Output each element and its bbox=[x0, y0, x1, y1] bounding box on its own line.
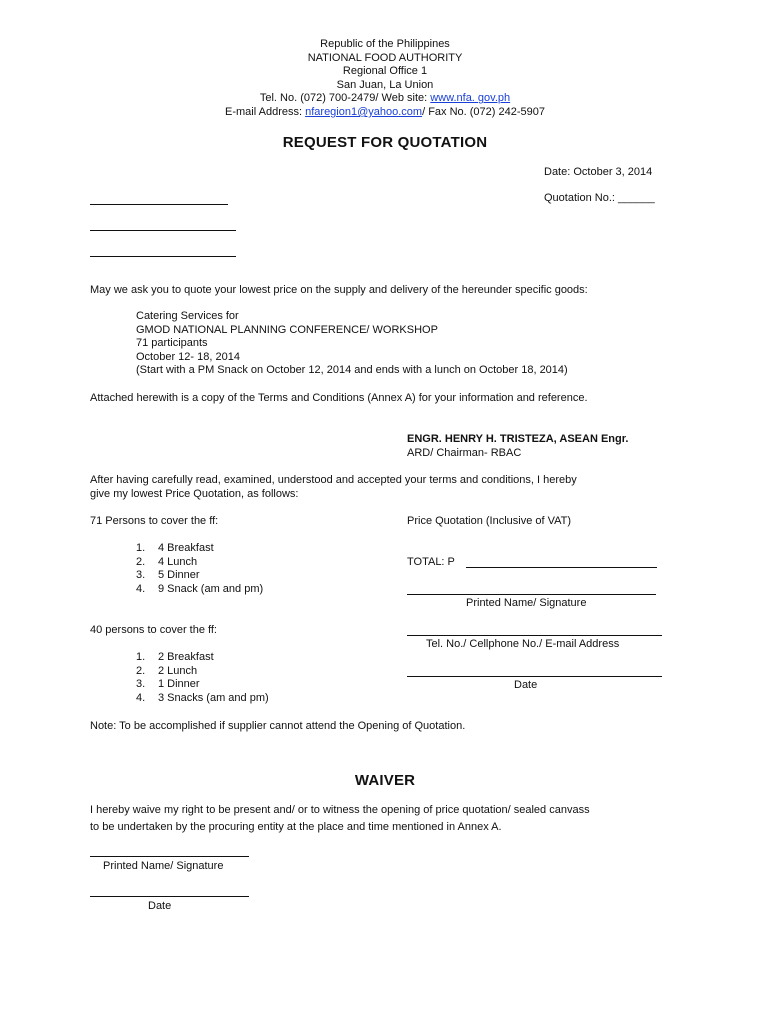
goods-description bbox=[136, 310, 568, 378]
list-item: 4. 3 Snacks (am and pm) bbox=[136, 691, 269, 704]
contact-label: Tel. No./ Cellphone No./ E-mail Address bbox=[426, 638, 620, 650]
acceptance-line-2: give my lowest Price Quotation, as follows: bbox=[90, 488, 299, 500]
header-line-2: NATIONAL FOOD AUTHORITY bbox=[307, 51, 463, 64]
addressee-line-3[interactable] bbox=[90, 256, 236, 257]
intro-text: May we ask you to quote your lowest price on the supply and delivery of the hereunder specific goods: bbox=[90, 284, 588, 296]
group2-heading: 40 persons to cover the ff: bbox=[90, 624, 217, 636]
list-item: 1. 2 Breakfast bbox=[136, 651, 214, 663]
list-item: 3. 5 Dinner bbox=[136, 569, 200, 582]
group1-heading: 71 Persons to cover the ff: bbox=[90, 515, 219, 527]
goods-line-4: October 12- 18, 2014 bbox=[136, 350, 240, 363]
signatory-position: ARD/ Chairman- RBAC bbox=[407, 447, 522, 459]
header-line-3: Regional Office 1 bbox=[342, 65, 428, 78]
waiver-title: WAIVER bbox=[354, 772, 416, 789]
price-quotation-heading: Price Quotation (Inclusive of VAT) bbox=[407, 515, 572, 527]
addressee-line-2[interactable] bbox=[90, 230, 236, 231]
document-title: REQUEST FOR QUOTATION bbox=[282, 134, 488, 151]
list-item: 3. 1 Dinner bbox=[136, 678, 200, 691]
waiver-line-1: I hereby waive my right to be present and/ or to witness the opening of price quotation/ sealed canvass bbox=[90, 804, 590, 816]
header-line-4: San Juan, La Union bbox=[336, 78, 434, 91]
goods-line-3: 71 participants bbox=[136, 337, 208, 350]
waiver-date-label: Date bbox=[148, 900, 172, 912]
waiver-signature-line[interactable] bbox=[90, 856, 249, 857]
printed-name-line[interactable] bbox=[407, 594, 656, 595]
list-item: 2. 2 Lunch bbox=[136, 664, 198, 677]
attached-text: Attached herewith is a copy of the Terms and Conditions (Annex A) for your information and reference. bbox=[90, 392, 588, 404]
email-link[interactable]: nfaregion1@yahoo.com bbox=[305, 105, 423, 118]
total-amount-line[interactable] bbox=[466, 567, 657, 568]
list-item: 4. 9 Snack (am and pm) bbox=[136, 582, 264, 595]
date-signature-label: Date bbox=[514, 679, 538, 691]
acceptance-line-1: After having carefully read, examined, understood and accepted your terms and conditions, I hereby bbox=[90, 474, 577, 486]
addressee-line-1[interactable] bbox=[90, 204, 228, 205]
signatory-name: ENGR. HENRY H. TRISTEZA, ASEAN Engr. bbox=[407, 433, 629, 445]
list-item: 1. 4 Breakfast bbox=[136, 542, 214, 554]
goods-line-5: (Start with a PM Snack on October 12, 2014 and ends with a lunch on October 18, 2014) bbox=[136, 364, 568, 377]
waiver-date-line[interactable] bbox=[90, 896, 249, 897]
header-email-line bbox=[0, 106, 770, 120]
date-line[interactable] bbox=[407, 676, 662, 677]
tel-text: Tel. No. (072) 700-2479/ Web site: bbox=[259, 92, 431, 105]
contact-line[interactable] bbox=[407, 635, 662, 636]
list-item: 2. 4 Lunch bbox=[136, 555, 198, 568]
total-label: TOTAL: P bbox=[407, 556, 455, 568]
goods-line-2: GMOD NATIONAL PLANNING CONFERENCE/ WORKSHOP bbox=[136, 323, 438, 336]
website-link[interactable]: www.nfa. gov.ph bbox=[430, 92, 511, 105]
header-line-1: Republic of the Philippines bbox=[320, 38, 450, 50]
waiver-line-2: to be undertaken by the procuring entity at the place and time mentioned in Annex A. bbox=[90, 821, 502, 833]
fax-text: / Fax No. (072) 242-5907 bbox=[422, 105, 545, 118]
email-label: E-mail Address: bbox=[225, 105, 306, 118]
note-text: Note: To be accomplished if supplier cannot attend the Opening of Quotation. bbox=[90, 720, 466, 732]
printed-name-label: Printed Name/ Signature bbox=[466, 597, 587, 609]
group1-list bbox=[136, 542, 263, 596]
group2-list bbox=[136, 651, 269, 705]
quotation-number-label: Quotation No.: ______ bbox=[544, 192, 655, 204]
waiver-printed-name-label: Printed Name/ Signature bbox=[103, 860, 224, 872]
letterhead bbox=[0, 38, 770, 120]
goods-line-1: Catering Services for bbox=[136, 310, 239, 322]
date-label: Date: October 3, 2014 bbox=[544, 166, 653, 178]
header-contact-line bbox=[0, 92, 770, 106]
